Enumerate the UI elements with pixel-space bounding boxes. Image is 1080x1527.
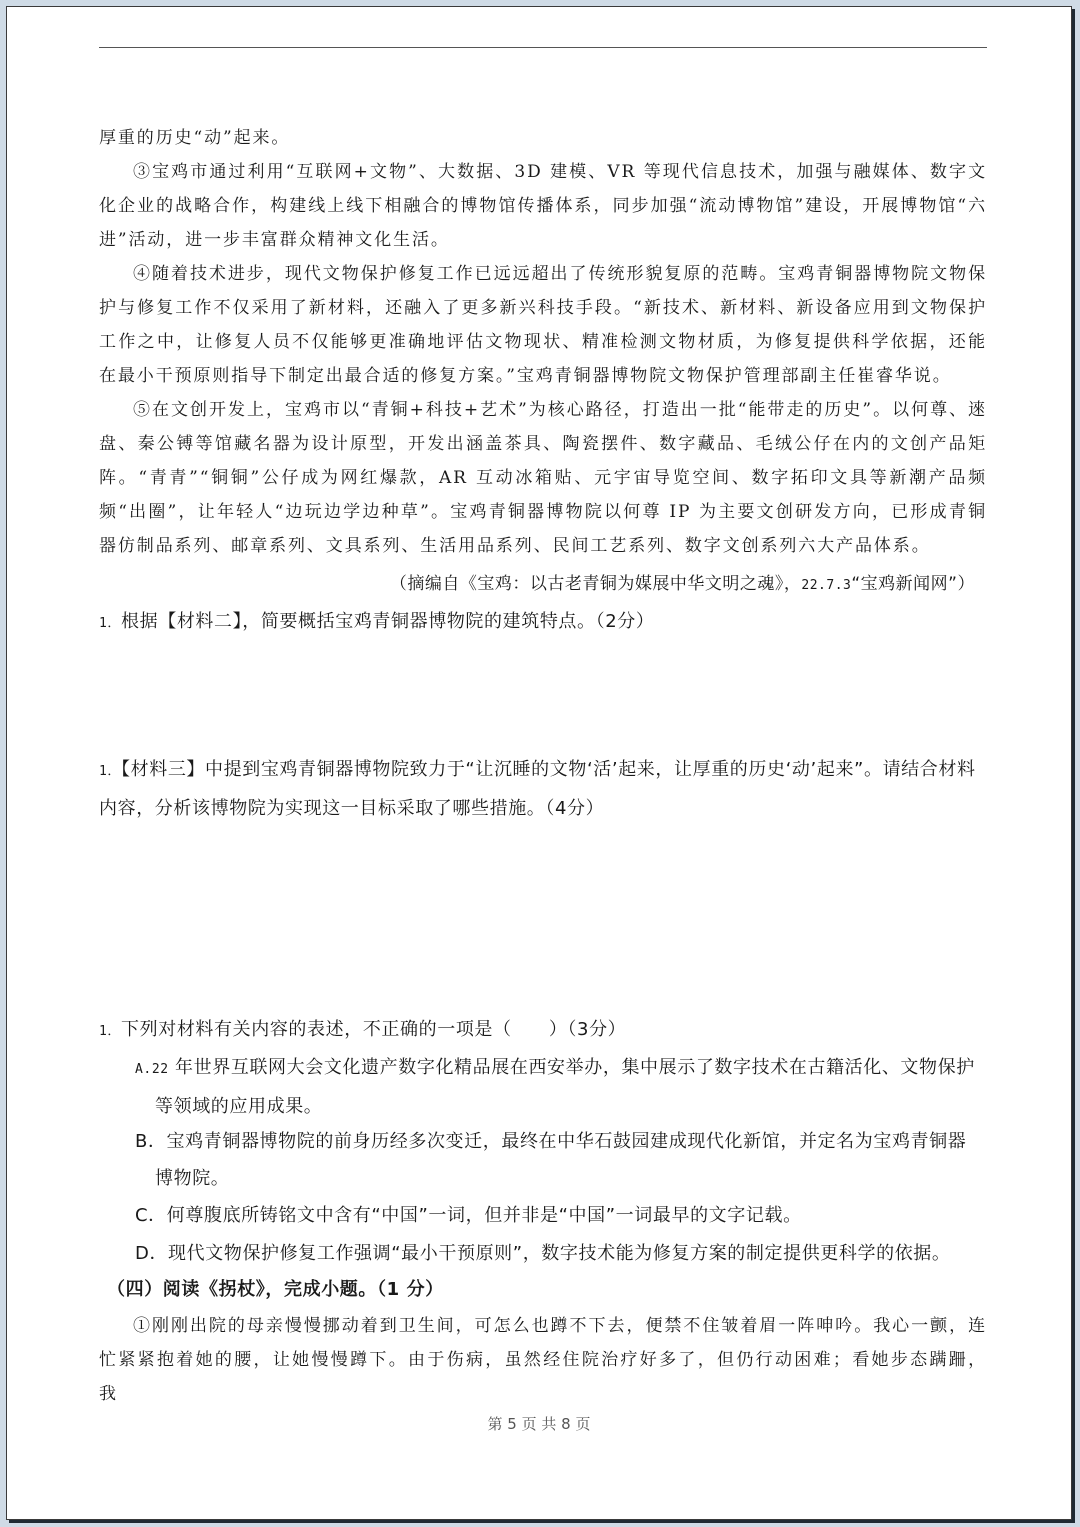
source-suffix: “宝鸡新闻网”）	[851, 574, 975, 594]
page-footer: 第 5 页 共 8 页	[487, 1415, 591, 1433]
material3-paragraph-3: ③宝鸡市通过利用“互联网+文物”、大数据、3D 建模、VR 等现代信息技术，加强与融媒体、数字文化企业的战略合作，构建线上线下相融合的博物馆传播体系，同步加强“流动博物馆”建设，开展博物馆“六进”活动，进一步丰富群众精神文化生活。	[99, 162, 987, 250]
question-1-text: 根据【材料二】，简要概括宝鸡青铜器博物院的建筑特点。（2分）	[121, 611, 655, 632]
option-a-text: 年世界互联网大会文化遗产数字化精品展在西安举办，集中展示了数字技术在古籍活化、文物保护	[168, 1057, 975, 1078]
question-3-number: 1．	[99, 1024, 122, 1039]
option-b-text: B．宝鸡青铜器博物院的前身历经多次变迁，最终在中华石鼓园建成现代化新馆，并定名为宝鸡青铜器	[135, 1131, 967, 1152]
question-3	[99, 1011, 989, 1050]
option-a	[135, 1049, 1007, 1125]
material3-paragraph-5: ⑤在文创开发上，宝鸡市以“青铜+科技+艺术”为核心路径，打造出一批“能带走的历史”。以何尊、逨盘、秦公镈等馆藏名器为设计原型，开发出涵盖茶具、陶瓷摆件、数字藏品、毛绒公仔在内的文创产品矩阵。“青青”“铜铜”公仔成为网红爆款，AR 互动冰箱贴、元宇宙导览空间、数字拓印文具等新潮产品频频“出圈”，让年轻人“边玩边学边种草”。宝鸡青铜器博物院以何尊 IP 为主要文创研发方向，已形成青铜器仿制品系列、邮章系列、文具系列、生活用品系列、民间工艺系列、数字文创系列六大产品体系。	[99, 400, 987, 556]
option-b-continuation: 博物院。	[155, 1168, 230, 1189]
question-2	[99, 751, 989, 827]
material3-paragraph-4: ④随着技术进步，现代文物保护修复工作已远远超出了传统形貌复原的范畴。宝鸡青铜器博物院文物保护与修复工作不仅采用了新材料，还融入了更多新兴科技手段。“新技术、新材料、新设备应用到文物保护工作之中，让修复人员不仅能够更准确地评估文物现状、精准检测文物材质，为修复提供科学依据，还能在最小干预原则指导下制定出最合适的修复方案。”宝鸡青铜器博物院文物保护管理部副主任崔睿华说。	[99, 264, 987, 386]
question-2-text: 【材料三】中提到宝鸡青铜器博物院致力于“让沉睡的文物‘活’起来，让厚重的历史‘动’起来”。请结合材料内容，分析该博物院为实现这一目标采取了哪些措施。（4分）	[99, 759, 976, 819]
option-b	[135, 1123, 1007, 1197]
source-prefix: （摘编自《宝鸡：以古老青铜为媒展中华文明之魂》，	[389, 574, 802, 594]
material3-source-citation	[390, 569, 975, 601]
option-c: C．何尊腹底所铸铭文中含有“中国”一词，但并非是“中国”一词最早的文字记载。	[135, 1205, 802, 1226]
option-a-prefix: A.22	[135, 1062, 169, 1077]
question-1	[99, 603, 989, 642]
section-4-paragraph-1: ①刚刚出院的母亲慢慢挪动着到卫生间，可怎么也蹲不下去，便禁不住皱着眉一阵呻吟。我心一颤，连忙紧紧抱着她的腰，让她慢慢蹲下。由于伤病，虽然经住院治疗好多了，但仍行动困难；看她步态蹒跚，我	[99, 1316, 987, 1404]
source-number: 22.7.3	[801, 578, 852, 593]
document-page	[6, 6, 1072, 1520]
option-d: D．现代文物保护修复工作强调“最小干预原则”，数字技术能为修复方案的制定提供更科学的依据。	[135, 1243, 951, 1264]
material3-paragraph-end: 厚重的历史“动”起来。	[99, 128, 291, 148]
question-1-number: 1．	[99, 616, 122, 631]
header-rule	[99, 47, 987, 48]
question-3-text: 下列对材料有关内容的表述，不正确的一项是（ ）（3分）	[121, 1019, 627, 1040]
option-a-continuation: 等领域的应用成果。	[155, 1096, 323, 1117]
question-2-number: 1．	[99, 764, 122, 779]
section-4-title: （四）阅读《拐杖》，完成小题。（1 分）	[107, 1279, 444, 1300]
